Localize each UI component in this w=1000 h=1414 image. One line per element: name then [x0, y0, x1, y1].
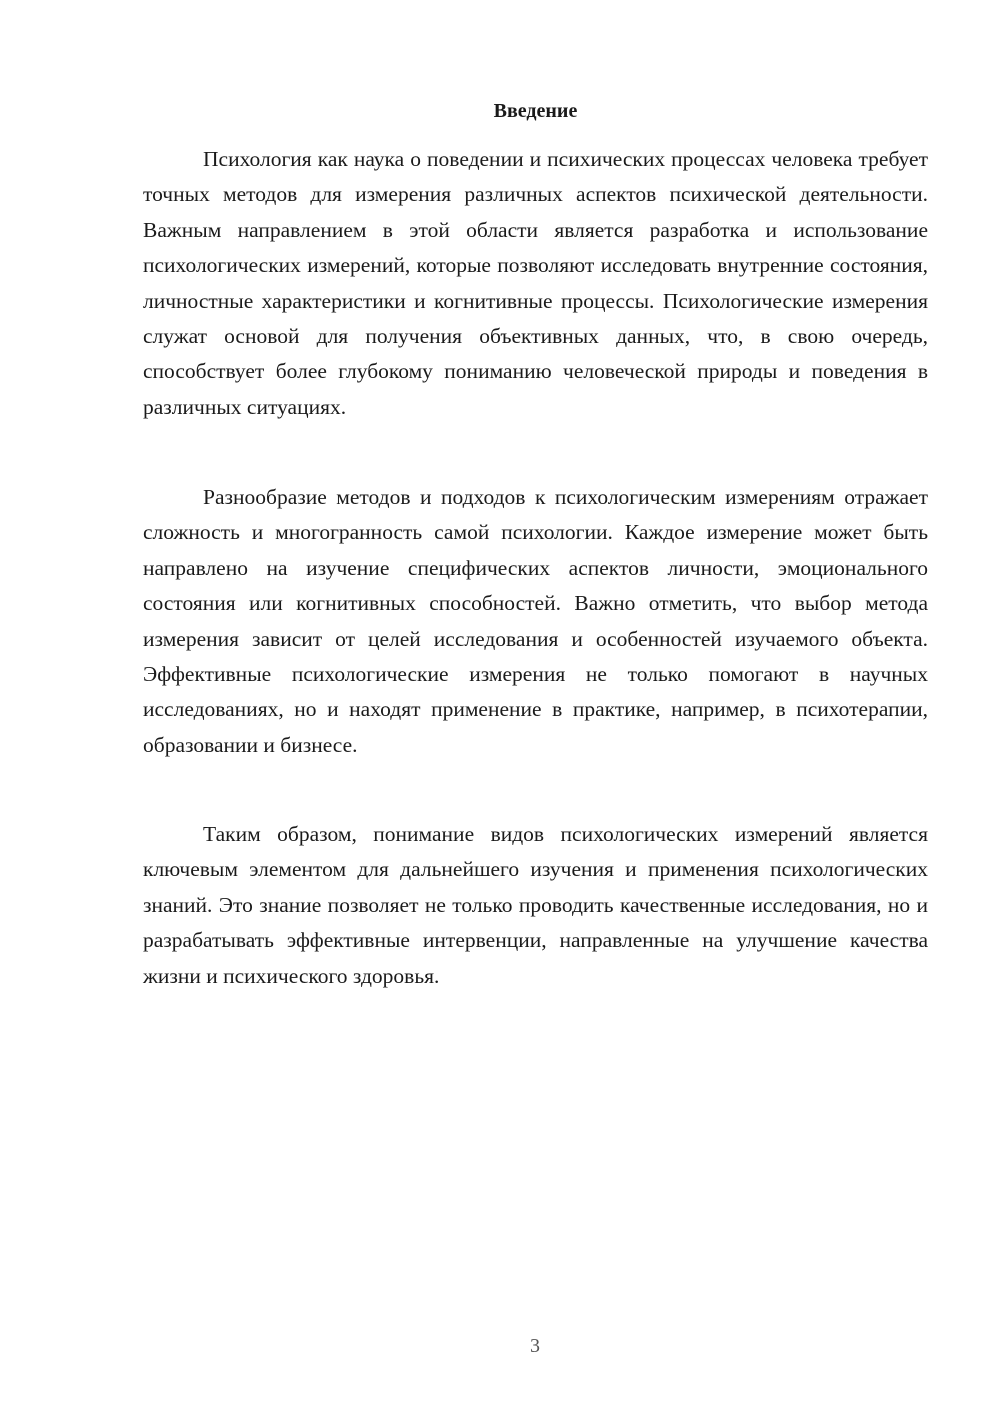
- section-title: Введение: [493, 100, 578, 122]
- paragraph-2: Разнообразие методов и подходов к психологическим измерениям отражает сложность и многогранность самой психологии. Каждое измерение может быть направлено на изучение специфических аспектов личности, эмоционального состояния или когнитивных способностей. Важно отметить, что выбор метода измерения зависит от целей исследования и особенностей изучаемого объекта. Эффективные психологические измерения не только помогают в научных исследованиях, но и находят применение в практике, например, в психотерапии, образовании и бизнесе.: [143, 485, 928, 757]
- page-number: 3: [530, 1335, 540, 1357]
- paragraph-1: Психология как наука о поведении и психических процессах человека требует точных методов для измерения различных аспектов психической деятельности. Важным направлением в этой области является разработка и использование психологических измерений, которые позволяют исследовать внутренние состояния, личностные характеристики и когнитивные процессы. Психологические измерения служат основой для получения объективных данных, что, в свою очередь, способствует более глубокому пониманию человеческой природы и поведения в различных ситуациях.: [143, 147, 928, 419]
- paragraph-3: Таким образом, понимание видов психологических измерений является ключевым элементом для дальнейшего изучения и применения психологических знаний. Это знание позволяет не только проводить качественные исследования, но и разрабатывать эффективные интервенции, направленные на улучшение качества жизни и психического здоровья.: [143, 822, 928, 988]
